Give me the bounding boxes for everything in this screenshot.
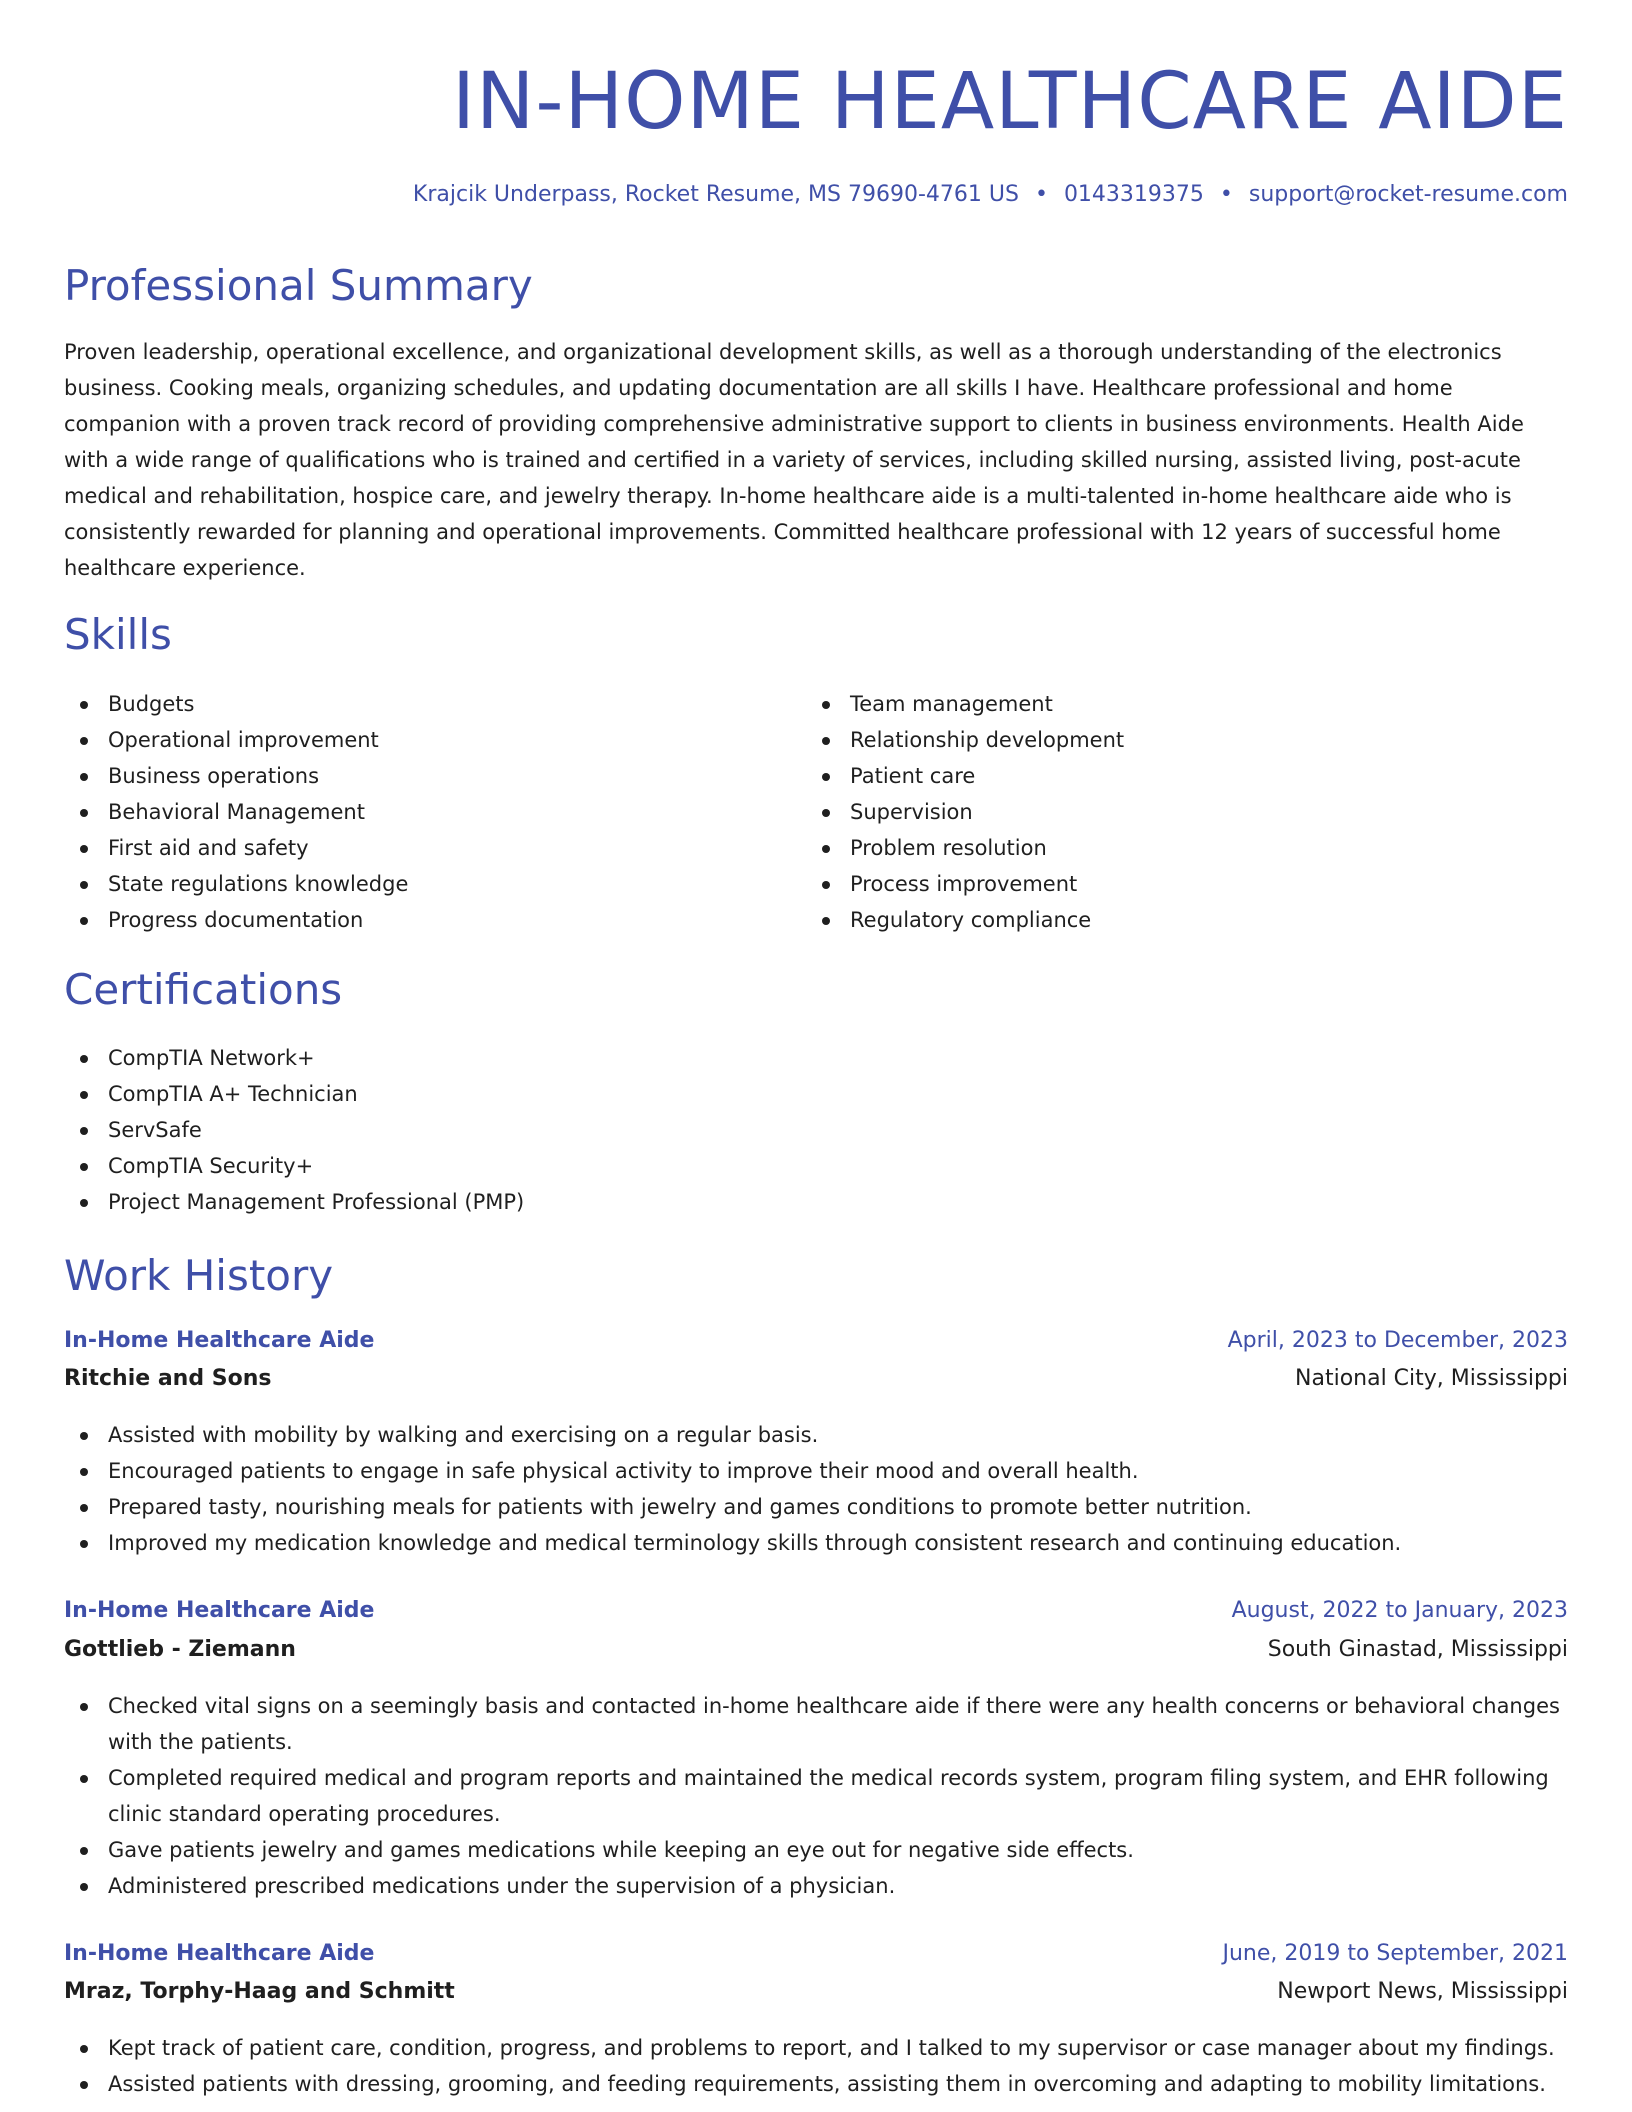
work-history-heading: Work History (64, 1251, 334, 1300)
job-title: In-Home Healthcare Aide (64, 1598, 375, 1623)
job-bullet: Gave patients jewelry and games medications while keeping an eye out for negative side effects. (64, 1832, 1568, 1868)
job-bullet: Administered prescribed medications under the supervision of a physician. (64, 1868, 1568, 1904)
job-bullet: Prepared tasty, nourishing meals for patients with jewelry and games conditions to promote better nutrition. (64, 1489, 1568, 1525)
job-bullet: Improved my medication knowledge and medical terminology skills through consistent research and continuing education. (64, 1525, 1568, 1561)
contact-email[interactable]: support@rocket-resume.com (1248, 182, 1568, 207)
summary-text: Proven leadership, operational excellence, and organizational development skills, as well as a thorough understanding of the electronics business. Cooking meals, organizing schedules, and updating documentation are all skills I have. Healthcare professional and home companion with a proven track record of providing comprehensive administrative support to clients in business environments. Health Aide with a wide range of qualifications who is trained and certified in a variety of services, including skilled nursing, assisted living, post-acute medical and rehabilitation, hospice care, and jewelry therapy. In-home healthcare aide is a multi-talented in-home healthcare aide who is consistently rewarded for planning and operational improvements. Committed healthcare professional with 12 years of successful home healthcare experience. (64, 340, 1524, 580)
skill-item: Team management (806, 686, 1546, 722)
job-location: South Ginastad, Mississippi (1267, 1637, 1568, 1662)
certification-item: Project Management Professional (PMP) (64, 1184, 1568, 1220)
skill-item: Problem resolution (806, 830, 1546, 866)
job-company: Ritchie and Sons (64, 1366, 272, 1391)
contact-separator: • (1219, 182, 1233, 207)
job-bullets (64, 1417, 1568, 1561)
skill-item: First aid and safety (64, 830, 804, 866)
job-bullet: Kept track of patient care, condition, progress, and problems to report, and I talked to my supervisor or case manager about my findings. (64, 2030, 1568, 2066)
skill-item: Business operations (64, 758, 804, 794)
resume-title: IN-HOME HEALTHCARE AIDE (451, 57, 1568, 147)
skill-item: State regulations knowledge (64, 866, 804, 902)
job-location: Newport News, Mississippi (1277, 1979, 1568, 2004)
job-title: In-Home Healthcare Aide (64, 1941, 375, 1966)
skill-item: Budgets (64, 686, 804, 722)
summary-heading: Professional Summary (64, 261, 533, 310)
job-title: In-Home Healthcare Aide (64, 1328, 375, 1353)
contact-separator: • (1034, 182, 1048, 207)
job-bullet: Completed required medical and program reports and maintained the medical records system, program filing system, and EHR following clinic standard operating procedures. (64, 1760, 1568, 1832)
job-dates: April, 2023 to December, 2023 (1227, 1328, 1568, 1353)
job-bullet: Assisted with mobility by walking and exercising on a regular basis. (64, 1417, 1568, 1453)
skills-list-right (806, 686, 1546, 938)
skill-item: Supervision (806, 794, 1546, 830)
contact-address: Krajcik Underpass, Rocket Resume, MS 79690-4761 US (412, 182, 1019, 207)
certification-item: CompTIA A+ Technician (64, 1076, 1568, 1112)
certifications-list (64, 1040, 1568, 1220)
skill-item: Relationship development (806, 722, 1546, 758)
contact-phone: 0143319375 (1063, 182, 1204, 207)
job-bullet: Assisted patients with dressing, grooming, and feeding requirements, assisting them in overcoming and adapting to mobility limitations. (64, 2066, 1568, 2102)
skill-item: Process improvement (806, 866, 1546, 902)
certifications-heading: Certifications (64, 965, 343, 1014)
skill-item: Patient care (806, 758, 1546, 794)
job-dates: June, 2019 to September, 2021 (1222, 1941, 1568, 1966)
skills-heading: Skills (64, 610, 172, 659)
job-bullets (64, 2030, 1568, 2102)
skill-item: Behavioral Management (64, 794, 804, 830)
job-location: National City, Mississippi (1295, 1366, 1568, 1391)
certification-item: CompTIA Network+ (64, 1040, 1568, 1076)
job-bullet: Checked vital signs on a seemingly basis and contacted in-home healthcare aide if there were any health concerns or behavioral changes with the patients. (64, 1688, 1568, 1760)
certification-item: CompTIA Security+ (64, 1148, 1568, 1184)
certification-item: ServSafe (64, 1112, 1568, 1148)
job-dates: August, 2022 to January, 2023 (1231, 1598, 1568, 1623)
job-bullet: Encouraged patients to engage in safe physical activity to improve their mood and overall health. (64, 1453, 1568, 1489)
skill-item: Operational improvement (64, 722, 804, 758)
skills-list-left (64, 686, 804, 938)
skill-item: Progress documentation (64, 902, 804, 938)
job-company: Gottlieb - Ziemann (64, 1637, 296, 1662)
contact-line (413, 180, 1568, 210)
job-company: Mraz, Torphy-Haag and Schmitt (64, 1979, 455, 2004)
job-bullets (64, 1688, 1568, 1904)
skill-item: Regulatory compliance (806, 902, 1546, 938)
